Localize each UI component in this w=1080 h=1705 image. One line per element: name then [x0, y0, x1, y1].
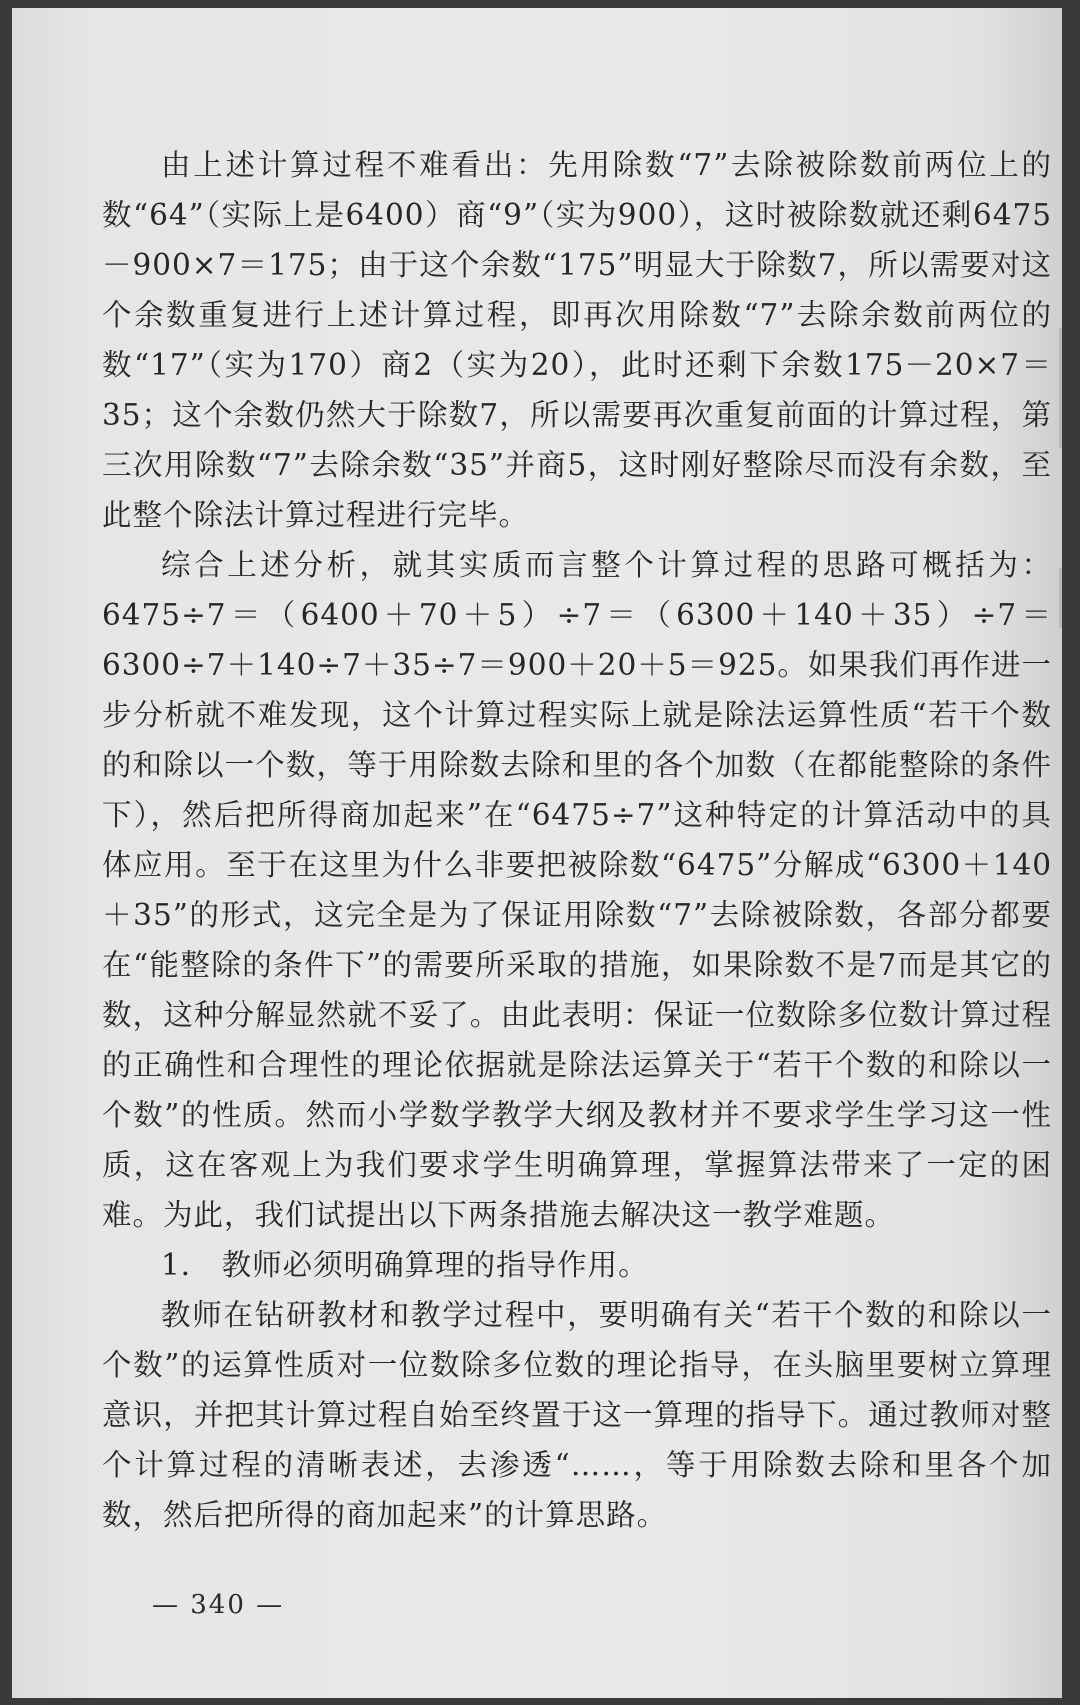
page-edge-shadow: [1059, 328, 1062, 448]
page-number: — 340 —: [152, 1590, 285, 1620]
numbered-item-1: 1． 教师必须明确算理的指导作用。: [161, 1248, 649, 1282]
paragraph-2: 综合上述分析，就其实质而言整个计算过程的思路可概括为：6475÷7＝（6400＋70＋5）÷7＝（6300＋140＋35）÷7＝6300÷7＋140÷7＋35÷7＝900＋20＋5＝925。如果我们再作进一步分析就不难发现，这个计算过程实际上就是除法运算性质“若干个数的和除以一个数，等于用除数去除和里的各个加数（在都能整除的条件下），然后把所得商加起来”在“6475÷7”这种特定的计算活动中的具体应用。至于在这里为什么非要把被除数“6475”分解成“6300＋140＋35”的形式，这完全是为了保证用除数“7”去除被除数，各部分都要在“能整除的条件下”的需要所采取的措施，如果除数不是7而是其它的数，这种分解显然就不妥了。由此表明：保证一位数除多位数计算过程的正确性和合理性的理论依据就是除法运算关于“若干个数的和除以一个数”的性质。然而小学数学教学大纲及教材并不要求学生学习这一性质，这在客观上为我们要求学生明确算理，掌握算法带来了一定的困难。为此，我们试提出以下两条措施去解决这一教学难题。: [102, 548, 1052, 1232]
page-edge-shadow: [1059, 568, 1062, 628]
paragraph-3: 教师在钻研教材和教学过程中，要明确有关“若干个数的和除以一个数”的运算性质对一位数除多位数的理论指导，在头脑里要树立算理意识，并把其计算过程自始至终置于这一算理的指导下。通过教师对整个计算过程的清晰表述，去渗透“……，等于用除数去除和里各个加数，然后把所得的商加起来”的计算思路。: [102, 1298, 1052, 1532]
body-text: [102, 140, 1052, 1540]
book-page: [12, 8, 1062, 1698]
paragraph-1: 由上述计算过程不难看出：先用除数“7”去除被除数前两位上的数“64”（实际上是6400）商“9”（实为900），这时被除数就还剩6475－900×7＝175；由于这个余数“175”明显大于除数7，所以需要对这个余数重复进行上述计算过程，即再次用除数“7”去除余数前两位的数“17”（实为170）商2（实为20），此时还剩下余数175－20×7＝35；这个余数仍然大于除数7，所以需要再次重复前面的计算过程，第三次用除数“7”去除余数“35”并商5，这时刚好整除尽而没有余数，至此整个除法计算过程进行完毕。: [102, 148, 1052, 532]
